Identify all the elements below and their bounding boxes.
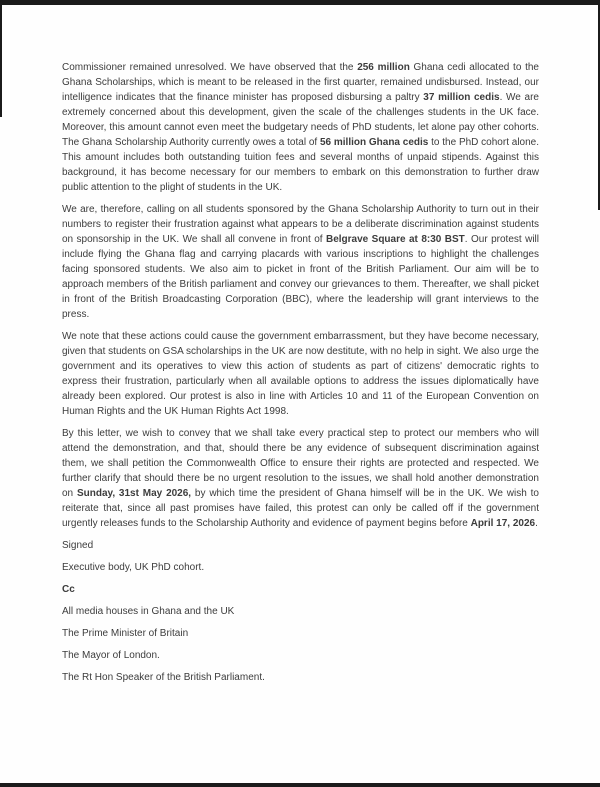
text-run: to the PhD cohort alone. This amount includes both outstanding tuition fees and several months of unpaid stipends. Against this background, it has become necessary for our members to embark on this demonstration to further draw public attention to the plight of students in the UK.	[62, 137, 540, 193]
text-run: All media houses in Ghana and the UK	[62, 606, 235, 617]
page-border-bottom	[0, 783, 600, 787]
cc-recipient-mayor	[62, 648, 539, 663]
signed-line	[62, 538, 539, 553]
cc-label	[62, 582, 539, 597]
text-run-bold-amount: 37 million cedis	[423, 92, 500, 103]
text-run: Commissioner remained unresolved. We have observed that the	[62, 62, 358, 73]
text-run: We are, therefore, calling on all students sponsored by the Ghana Scholarship Authority to turn out in their numbers to register their frustration against what appears to be a deliberate discrimination against students on sponsorship in the UK. We shall all convene in front of	[62, 204, 539, 245]
text-run: Ghana cedi allocated to the Ghana Scholarships, which is meant to be released in the first quarter, remained undisbursed. Instead, our intelligence indicates that the finance minister has proposed disbursing a paltry	[62, 62, 539, 103]
text-run-bold-date: Sunday, 31st May 2026,	[76, 488, 192, 499]
text-run-bold-amount: 56 million Ghana cedis	[319, 137, 429, 148]
text-run: We note that these actions could cause the government embarrassment, but they have become necessary, given that students on GSA scholarships in the UK are now destitute, with no help in sight. We also urge the government and its operatives to view this action of students as part of citizens' democratic rights to express their frustration, particularly when all available options to address the issues diplomatically have already been explored. Our protest is also in line with Articles 10 and 11 of the European Convention on Human Rights and the UK Human Rights Act 1998.	[62, 331, 539, 417]
text-run: Signed	[62, 540, 94, 551]
cc-recipient-speaker	[62, 670, 539, 685]
letter-body	[62, 60, 539, 692]
text-run: . Our protest will include flying the Ghana flag and carrying placards with various inscriptions to highlight the challenges facing sponsored students. We also aim to picket in front of the British Parliament. Our aim will be to approach members of the British parliament and convey our grievances to them. Thereafter, we shall picket in front of the British Broadcasting Corporation (BBC), where the leadership will grant interviews to the press.	[62, 234, 539, 320]
text-run: The Rt Hon Speaker of the British Parliament.	[62, 672, 265, 683]
cc-recipient-prime-minister	[62, 626, 539, 641]
text-run: The Mayor of London.	[62, 650, 160, 661]
text-run-bold: Cc	[62, 584, 75, 595]
text-run: .	[535, 518, 538, 529]
text-run: by which time the president of Ghana himself will be in the UK. We wish to reiterate that, since all past promises have failed, this protest can only be called off if the government urgently releases funds to the Scholarship Authority and evidence of payment begins before	[62, 488, 539, 529]
text-run-bold-amount: 256 million	[357, 62, 410, 73]
text-run-bold-date: April 17, 2026	[470, 518, 536, 529]
cc-recipient-media	[62, 604, 539, 619]
signatory-line	[62, 560, 539, 575]
page-border-top	[0, 0, 600, 5]
paragraph-justification	[62, 329, 539, 419]
text-run: By this letter, we wish to convey that we shall take every practical step to protect our members who will attend the demonstration, and that, should there be any evidence of subsequent discrimination against them, we shall petition the Commonwealth Office to ensure their rights are protected and respected. We further clarify that should there be no urgent resolution to the issues, we shall hold another demonstration on	[62, 428, 539, 499]
text-run: . We are extremely concerned about this development, given the scale of the challenges students in the UK face. Moreover, this amount cannot even meet the budgetary needs of PhD students, let alone pay other cohorts. The Ghana Scholarship Authority currently owes a total of	[62, 92, 539, 148]
text-run: The Prime Minister of Britain	[62, 628, 189, 639]
paragraph-protest-plan	[62, 202, 539, 322]
text-run-bold-venue: Belgrave Square at 8:30 BST	[325, 234, 465, 245]
paragraph-conditions	[62, 426, 539, 531]
text-run: Executive body, UK PhD cohort.	[62, 562, 205, 573]
page-border-left	[0, 0, 2, 117]
paragraph-funding-situation	[62, 60, 539, 195]
